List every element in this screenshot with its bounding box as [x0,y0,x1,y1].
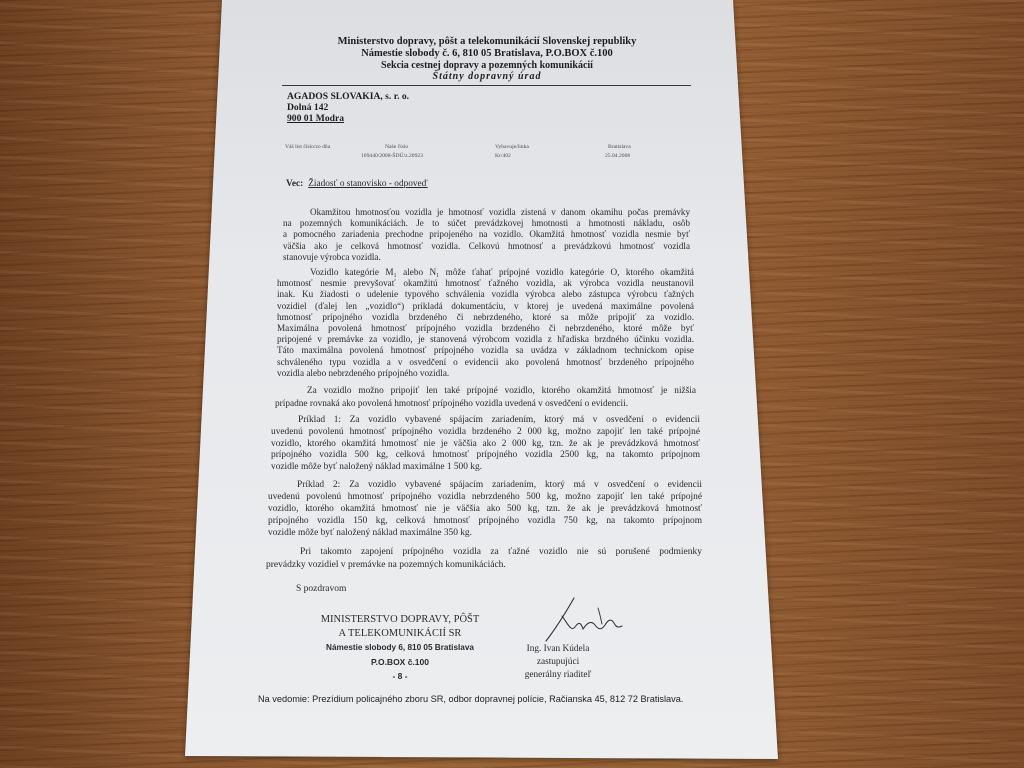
body-line: prípojného vozidla 500 kg, celková hmotnosť prípojného vozidla 2500 kg, na takomto prípojnom [271,450,700,461]
ref-our-number: 109440/2008-ŠDÚ/z.20923 [361,153,423,159]
signatory-name: Ing. Ivan Kúdela [526,644,590,654]
ref-our-number-label: Naše číslo [385,144,409,150]
body-line: hmotnosť prípojného vozidla brzdeného či nebrzdeného, ktoré sa môže pripojiť za vozidlo. [277,311,694,322]
body-line: schváleného typu vozidla a v osvedčení o evidencii ako povolená hmotnosť brzdeného prípojného [277,356,694,367]
body-line: vozidla alebo nebrzdeného prípojného vozidla. [277,367,450,378]
letterhead-office: Štátny dopravný úrad [432,71,542,83]
body-line: a pomocného zariadenia prechodne pripojeného na vozidlo. Okamžitá hmotnosť vozidla nesmie byť [283,229,690,240]
body-line: Pri takomto zapojení prípojného vozidla za ťažné vozidlo nie sú porušené podmienky [300,547,702,557]
body-line: vozidle môže byť naložený náklad maximálne 1 500 kg. [271,462,482,473]
stamp-line-2: A TELEKOMUNIKÁCIÍ SR [338,628,462,639]
recipient-name: AGADOS SLOVAKIA, s. r. o. [287,91,410,102]
body-line: Maximálna povolená hmotnosť prípojného vozidla brzdeného či nebrzdeného, ktoré môže byť [277,322,694,333]
ref-handled-by: Kr/402 [495,153,511,159]
paragraph-3 [275,385,696,410]
body-line: vozidle môže byť naložený náklad maximálne 350 kg. [268,528,472,538]
body-line: prípojného vozidla 150 kg, celková hmotnosť prípojného vozidla 750 kg, na takomto prípojnom [268,516,702,526]
subject-line [286,179,428,189]
body-line: pripojené v premávke za vozidlo, je stanovená výrobcom vozidla z hľadiska brzdného účinku vozidla. [277,334,694,345]
signature [538,594,628,644]
body-line: Okamžitou hmotnosťou vozidla je hmotnosť vozidla zistená v danom okamihu počas premávky [310,207,690,217]
signatory-role-1: zastupujúci [536,657,580,667]
letterhead-divider [282,85,691,86]
body-line: hmotnosť nesmie prevyšovať okamžitú hmotnosť ťažného vozidla, ak výrobca vozidla neustanovil [277,278,694,289]
paragraph-2 [277,267,694,379]
stamp-line-3: Námestie slobody 6, 810 05 Bratislava [326,643,474,652]
body-line: prevádzky vozidiel v premávke na pozemných komunikáciách. [266,559,506,570]
body-line: vozidlo, ktorého okamžitá hmotnosť nie je väčšia ako 2 000 kg, tzn. že ak je prevádzková hmotnosť [271,438,700,449]
letterhead-section: Sekcia cestnej dopravy a pozemných komunikácií [381,59,593,71]
paragraph-1 [283,207,690,263]
ref-handled-by-label: Vybavuje/linka [495,144,529,150]
body-line: uvedenú povolenú hmotnosť prípojného vozidla nebrzdeného 500 kg, možno zapojiť len také prípojné [268,492,702,502]
body-line: Táto maximálna povolená hmotnosť prípojného vozidla sa uvádza v základnom technickom opise [277,345,694,356]
closing-greeting: S pozdravom [296,584,347,594]
body-line: stanovuje výrobca vozidla. [283,251,381,262]
body-line: uvedenú povolenú hmotnosť prípojného vozidla brzdeného 2 000 kg, možno zapojiť len také prípojné [271,426,700,437]
ref-date: 25.04.2008 [605,153,631,159]
paragraph-example-2 [268,479,702,539]
body-line: Vozidlo kategórie M₁ alebo N₁ môže ťahať prípojné vozidlo kategórie O, ktorého okamžitá [310,267,694,277]
signatory-role-2: generálny riaditeľ [524,670,592,680]
signatory-block [508,643,608,682]
body-line: väčšia ako je celková hmotnosť vozidla. Celkovú hmotnosť a prevádzkovú hmotnosť vozidla [283,240,690,251]
recipient-address [287,91,409,124]
letterhead-ministry: Ministerstvo dopravy, pôšt a telekomunikácií Slovenskej republiky [337,36,637,47]
body-line: inak. Ku žiadosti o udelenie typového schválenia vozidla výrobca alebo zástupca výrobcu ťažných [277,289,694,300]
body-line: na pozemných komunikáciách. Je to súčet prevádzkovej hmotnosti a hmotnosti nákladu, osôb [283,218,690,229]
body-line: Príklad 1: Za vozidlo vybavené spájacím zariadením, ktorý má v osvedčení o evidencii [298,415,700,425]
recipient-city: 900 01 Modra [287,113,345,124]
letterhead-address: Námestie slobody č. 6, 810 05 Bratislava, P.O.BOX č.100 [361,47,613,59]
body-line: prípadne rovnaká ako povolená hmotnosť prípojného vozidla uvedená v osvedčení o evidencii. [275,398,629,409]
letterhead [282,36,692,83]
footer-note: Na vedomie: Prezídium policajného zboru SR, odbor dopravnej polície, Račianska 45, 812 72 Bratislava. [258,694,684,704]
body-line: vozidlo, ktorého okamžitá hmotnosť nie je väčšia ako 500 kg, tzn. že ak je prevádzková hmotnosť [268,504,702,514]
paragraph-conclusion [266,546,702,571]
official-stamp [300,613,500,683]
stamp-number: - 8 - [392,671,408,681]
ref-place: Bratislava [608,144,631,150]
stamp-line-1: MINISTERSTVO DOPRAVY, PÔŠT [320,614,480,625]
ref-your-letter-label: Váš list číslo/zo dňa [285,144,331,150]
subject-label: Vec: [286,179,304,189]
paragraph-example-1 [271,415,700,474]
recipient-street: Dolná 142 [287,102,329,113]
body-line: Za vozidlo možno pripojiť len také prípojné vozidlo, ktorého okamžitá hmotnosť je nižšia [307,386,696,396]
body-line: vozidiel (ďalej len „vozidlo“) prikladá dokumentáciu, v ktorej je uvedená maximálne povolená [277,300,694,311]
body-line: Príklad 2: Za vozidlo vybavené spájacím zariadením, ktorý má v osvedčení o evidencii [297,480,702,490]
stamp-line-4: P.O.BOX č.100 [371,657,429,667]
subject-text: Žiadosť o stanovisko - odpoveď [308,179,428,189]
